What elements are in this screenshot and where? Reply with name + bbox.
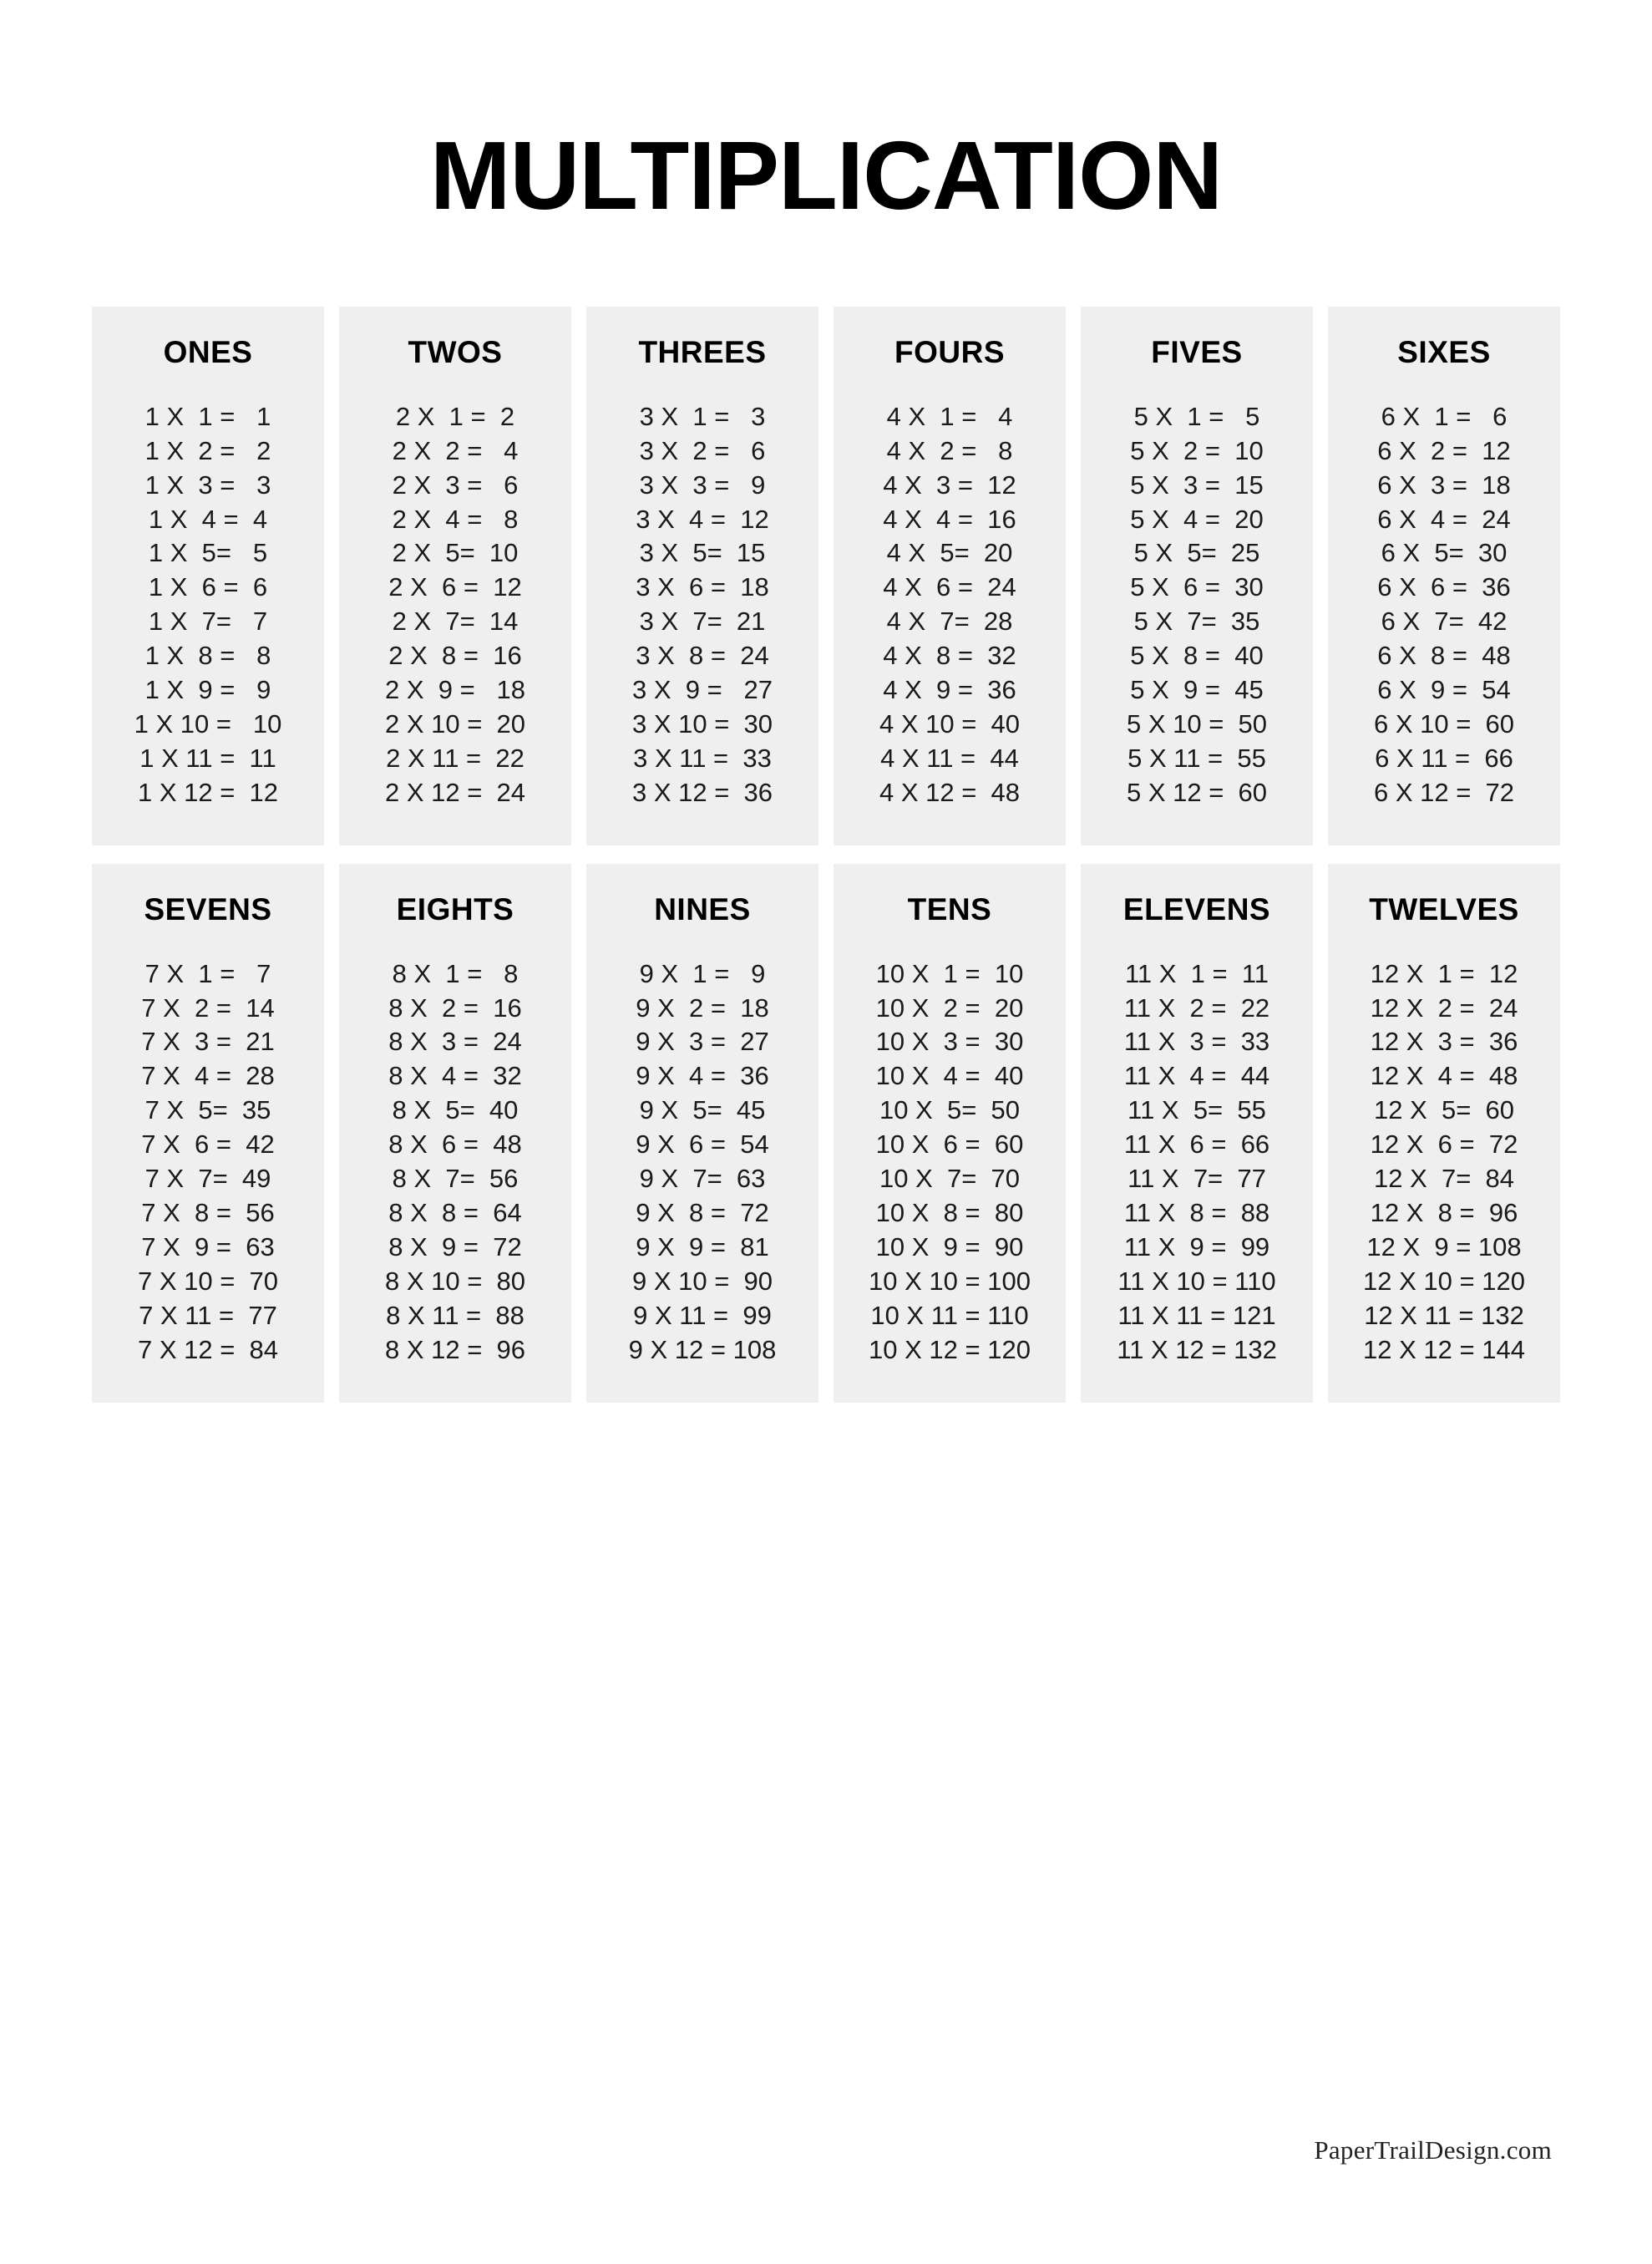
table-rows — [1089, 400, 1305, 810]
table-row: 9 X 10 = 90 — [631, 1266, 773, 1296]
table-row: 5 X 7= 35 — [1133, 607, 1260, 637]
table-rows — [595, 957, 810, 1368]
multiplication-table-card — [339, 864, 571, 1403]
table-row: 10 X 12 = 120 — [869, 1334, 1031, 1364]
table-row: 12 X 6 = 72 — [1370, 1129, 1518, 1160]
table-row: 2 X 11 = 22 — [386, 743, 524, 773]
table-row: 6 X 2 = 12 — [1377, 435, 1511, 465]
multiplication-table-card — [586, 307, 818, 845]
table-row: 7 X 7= 49 — [144, 1164, 271, 1194]
table-row: 4 X 11 = 44 — [880, 743, 1019, 773]
table-row: 3 X 3 = 9 — [639, 470, 766, 500]
table-rows — [1336, 957, 1552, 1368]
table-row: 12 X 12 = 144 — [1363, 1334, 1525, 1364]
table-row: 5 X 11 = 55 — [1128, 743, 1266, 773]
table-row: 5 X 8 = 40 — [1130, 641, 1264, 671]
table-heading: ONES — [163, 334, 253, 369]
multiplication-table-card — [586, 864, 818, 1403]
table-heading: FOURS — [894, 334, 1005, 369]
table-heading: TWOS — [408, 334, 503, 369]
table-row: 6 X 10 = 60 — [1373, 708, 1515, 739]
table-row: 4 X 1 = 4 — [886, 401, 1013, 431]
table-row: 5 X 9 = 45 — [1130, 675, 1264, 705]
table-row: 5 X 12 = 60 — [1126, 777, 1268, 807]
table-row: 7 X 4 = 28 — [141, 1061, 275, 1091]
multiplication-table-card — [92, 307, 324, 845]
table-row: 4 X 9 = 36 — [883, 675, 1016, 705]
table-row: 3 X 10 = 30 — [631, 708, 773, 739]
table-row: 6 X 3 = 18 — [1377, 470, 1511, 500]
table-heading: SEVENS — [144, 891, 272, 926]
table-row: 9 X 7= 63 — [639, 1164, 766, 1194]
table-row: 10 X 11 = 110 — [870, 1300, 1029, 1330]
table-row: 11 X 1 = 11 — [1124, 958, 1269, 988]
table-row: 7 X 12 = 84 — [137, 1334, 279, 1364]
table-row: 9 X 5= 45 — [639, 1095, 766, 1125]
table-row: 1 X 9 = 9 — [144, 675, 271, 705]
table-row: 1 X 10 = 10 — [134, 708, 282, 739]
table-row: 10 X 4 = 40 — [875, 1061, 1024, 1091]
table-row: 3 X 8 = 24 — [636, 641, 769, 671]
table-row: 12 X 7= 84 — [1373, 1164, 1515, 1194]
table-row: 3 X 9 = 27 — [631, 675, 773, 705]
table-row: 4 X 10 = 40 — [879, 708, 1021, 739]
table-row: 12 X 10 = 120 — [1363, 1266, 1525, 1296]
table-row: 6 X 8 = 48 — [1377, 641, 1511, 671]
table-row: 5 X 5= 25 — [1133, 538, 1260, 568]
table-row: 5 X 3 = 15 — [1130, 470, 1264, 500]
table-rows — [1336, 400, 1552, 810]
table-row: 9 X 3 = 27 — [636, 1027, 769, 1057]
table-row: 11 X 9 = 99 — [1123, 1231, 1270, 1261]
multiplication-table-card — [1328, 307, 1560, 845]
table-row: 9 X 12 = 108 — [628, 1334, 777, 1364]
multiplication-table-card — [834, 307, 1066, 845]
table-row: 12 X 3 = 36 — [1370, 1027, 1518, 1057]
table-row: 4 X 3 = 12 — [883, 470, 1016, 500]
table-rows — [100, 957, 316, 1368]
table-row: 8 X 6 = 48 — [388, 1129, 522, 1160]
table-row: 7 X 1 = 7 — [144, 958, 271, 988]
table-row: 5 X 1 = 5 — [1133, 401, 1260, 431]
table-row: 4 X 7= 28 — [886, 607, 1013, 637]
table-rows — [842, 400, 1057, 810]
table-rows — [100, 400, 316, 810]
table-row: 9 X 11 = 99 — [633, 1300, 772, 1330]
worksheet-page — [0, 121, 1652, 2264]
table-row: 2 X 3 = 6 — [392, 470, 519, 500]
table-rows — [842, 957, 1057, 1368]
table-row: 8 X 10 = 80 — [384, 1266, 526, 1296]
multiplication-table-card — [92, 864, 324, 1403]
table-row: 8 X 7= 56 — [392, 1164, 519, 1194]
table-row: 9 X 1 = 9 — [639, 958, 766, 988]
table-row: 7 X 9 = 63 — [141, 1231, 275, 1261]
table-row: 2 X 5= 10 — [392, 538, 519, 568]
table-row: 2 X 8 = 16 — [388, 641, 522, 671]
table-heading: NINES — [654, 891, 751, 926]
table-row: 10 X 5= 50 — [879, 1095, 1021, 1125]
table-row: 12 X 11 = 132 — [1364, 1300, 1524, 1330]
table-row: 2 X 6 = 12 — [388, 572, 522, 602]
table-row: 10 X 1 = 10 — [875, 958, 1024, 988]
table-row: 11 X 5= 55 — [1128, 1095, 1266, 1125]
table-rows — [1089, 957, 1305, 1368]
table-row: 1 X 12 = 12 — [137, 777, 279, 807]
table-row: 11 X 10 = 110 — [1117, 1266, 1276, 1296]
table-row: 1 X 3 = 3 — [144, 470, 271, 500]
table-heading: SIXES — [1397, 334, 1491, 369]
table-row: 4 X 8 = 32 — [883, 641, 1016, 671]
table-row: 6 X 7= 42 — [1381, 607, 1508, 637]
multiplication-table-card — [1081, 864, 1313, 1403]
table-row: 8 X 3 = 24 — [388, 1027, 522, 1057]
table-row: 3 X 6 = 18 — [636, 572, 769, 602]
table-row: 6 X 4 = 24 — [1377, 504, 1511, 534]
table-row: 7 X 5= 35 — [144, 1095, 271, 1125]
table-row: 6 X 9 = 54 — [1377, 675, 1511, 705]
table-row: 11 X 7= 77 — [1128, 1164, 1266, 1194]
table-row: 2 X 10 = 20 — [384, 708, 526, 739]
table-row: 9 X 4 = 36 — [636, 1061, 769, 1091]
table-row: 12 X 2 = 24 — [1370, 992, 1518, 1023]
table-row: 8 X 1 = 8 — [392, 958, 519, 988]
table-row: 8 X 5= 40 — [392, 1095, 519, 1125]
table-row: 1 X 8 = 8 — [144, 641, 271, 671]
table-row: 10 X 2 = 20 — [875, 992, 1024, 1023]
table-row: 5 X 10 = 50 — [1126, 708, 1268, 739]
multiplication-table-card — [1081, 307, 1313, 845]
table-row: 1 X 2 = 2 — [144, 435, 271, 465]
table-row: 9 X 2 = 18 — [636, 992, 769, 1023]
table-row: 8 X 8 = 64 — [388, 1198, 522, 1228]
table-row: 7 X 6 = 42 — [141, 1129, 275, 1160]
table-row: 11 X 4 = 44 — [1123, 1061, 1270, 1091]
table-row: 7 X 10 = 70 — [137, 1266, 279, 1296]
table-row: 8 X 4 = 32 — [388, 1061, 522, 1091]
multiplication-table-card — [339, 307, 571, 845]
table-row: 8 X 12 = 96 — [384, 1334, 526, 1364]
multiplication-table-card — [1328, 864, 1560, 1403]
table-row: 12 X 5= 60 — [1373, 1095, 1515, 1125]
table-heading: ELEVENS — [1122, 891, 1271, 926]
table-row: 2 X 1 = 2 — [395, 401, 515, 431]
table-row: 10 X 3 = 30 — [875, 1027, 1024, 1057]
table-row: 6 X 6 = 36 — [1377, 572, 1511, 602]
table-row: 11 X 11 = 121 — [1117, 1300, 1276, 1330]
table-rows — [347, 957, 563, 1368]
table-row: 11 X 6 = 66 — [1123, 1129, 1270, 1160]
table-row: 10 X 7= 70 — [879, 1164, 1021, 1194]
table-row: 8 X 2 = 16 — [388, 992, 522, 1023]
table-row: 7 X 11 = 77 — [139, 1300, 277, 1330]
table-row: 5 X 2 = 10 — [1130, 435, 1264, 465]
table-row: 12 X 1 = 12 — [1370, 958, 1518, 988]
table-row: 3 X 11 = 33 — [633, 743, 772, 773]
table-row: 2 X 7= 14 — [392, 607, 519, 637]
footer-credit: PaperTrailDesign.com — [1314, 2135, 1552, 2165]
table-row: 1 X 7= 7 — [148, 607, 268, 637]
table-row: 10 X 6 = 60 — [875, 1129, 1024, 1160]
table-heading: TENS — [907, 891, 992, 926]
table-row: 11 X 2 = 22 — [1123, 992, 1270, 1023]
table-row: 7 X 8 = 56 — [141, 1198, 275, 1228]
table-row: 9 X 6 = 54 — [636, 1129, 769, 1160]
table-row: 12 X 9 = 108 — [1366, 1231, 1522, 1261]
table-row: 2 X 12 = 24 — [384, 777, 526, 807]
table-rows — [595, 400, 810, 810]
table-row: 11 X 8 = 88 — [1123, 1198, 1270, 1228]
page-title: MULTIPLICATION — [429, 121, 1223, 230]
table-heading: EIGHTS — [396, 891, 514, 926]
table-row: 5 X 4 = 20 — [1130, 504, 1264, 534]
table-row: 4 X 2 = 8 — [886, 435, 1013, 465]
table-row: 3 X 7= 21 — [639, 607, 766, 637]
table-row: 1 X 5= 5 — [148, 538, 268, 568]
table-row: 3 X 5= 15 — [639, 538, 766, 568]
table-row: 2 X 2 = 4 — [392, 435, 519, 465]
table-row: 4 X 4 = 16 — [883, 504, 1016, 534]
table-row: 8 X 11 = 88 — [386, 1300, 524, 1330]
table-row: 3 X 2 = 6 — [639, 435, 766, 465]
table-heading: THREES — [638, 334, 767, 369]
table-row: 2 X 9 = 18 — [384, 675, 526, 705]
table-row: 10 X 8 = 80 — [875, 1198, 1024, 1228]
table-row: 5 X 6 = 30 — [1130, 572, 1264, 602]
table-row: 1 X 1 = 1 — [144, 401, 271, 431]
table-row: 3 X 4 = 12 — [636, 504, 769, 534]
table-row: 6 X 12 = 72 — [1373, 777, 1515, 807]
table-row: 7 X 3 = 21 — [141, 1027, 275, 1057]
table-heading: FIVES — [1151, 334, 1243, 369]
multiplication-table-card — [834, 864, 1066, 1403]
table-row: 3 X 12 = 36 — [631, 777, 773, 807]
table-row: 6 X 1 = 6 — [1381, 401, 1508, 431]
table-row: 12 X 4 = 48 — [1370, 1061, 1518, 1091]
table-row: 4 X 6 = 24 — [883, 572, 1016, 602]
table-row: 12 X 8 = 96 — [1370, 1198, 1518, 1228]
table-row: 1 X 11 = 11 — [139, 743, 276, 773]
table-row: 6 X 5= 30 — [1381, 538, 1508, 568]
table-rows — [347, 400, 563, 810]
table-row: 7 X 2 = 14 — [141, 992, 275, 1023]
table-row: 1 X 6 = 6 — [148, 572, 268, 602]
table-heading: TWELVES — [1369, 891, 1519, 926]
table-row: 10 X 10 = 100 — [869, 1266, 1031, 1296]
table-row: 3 X 1 = 3 — [639, 401, 766, 431]
table-row: 6 X 11 = 66 — [1375, 743, 1513, 773]
table-row: 8 X 9 = 72 — [388, 1231, 522, 1261]
table-row: 9 X 8 = 72 — [636, 1198, 769, 1228]
table-row: 4 X 5= 20 — [886, 538, 1013, 568]
table-row: 2 X 4 = 8 — [392, 504, 519, 534]
multiplication-tables-grid — [92, 307, 1560, 1403]
table-row: 1 X 4 = 4 — [148, 504, 268, 534]
table-row: 11 X 3 = 33 — [1123, 1027, 1270, 1057]
table-row: 9 X 9 = 81 — [636, 1231, 769, 1261]
table-row: 10 X 9 = 90 — [875, 1231, 1024, 1261]
table-row: 4 X 12 = 48 — [879, 777, 1021, 807]
table-row: 11 X 12 = 132 — [1117, 1334, 1277, 1364]
